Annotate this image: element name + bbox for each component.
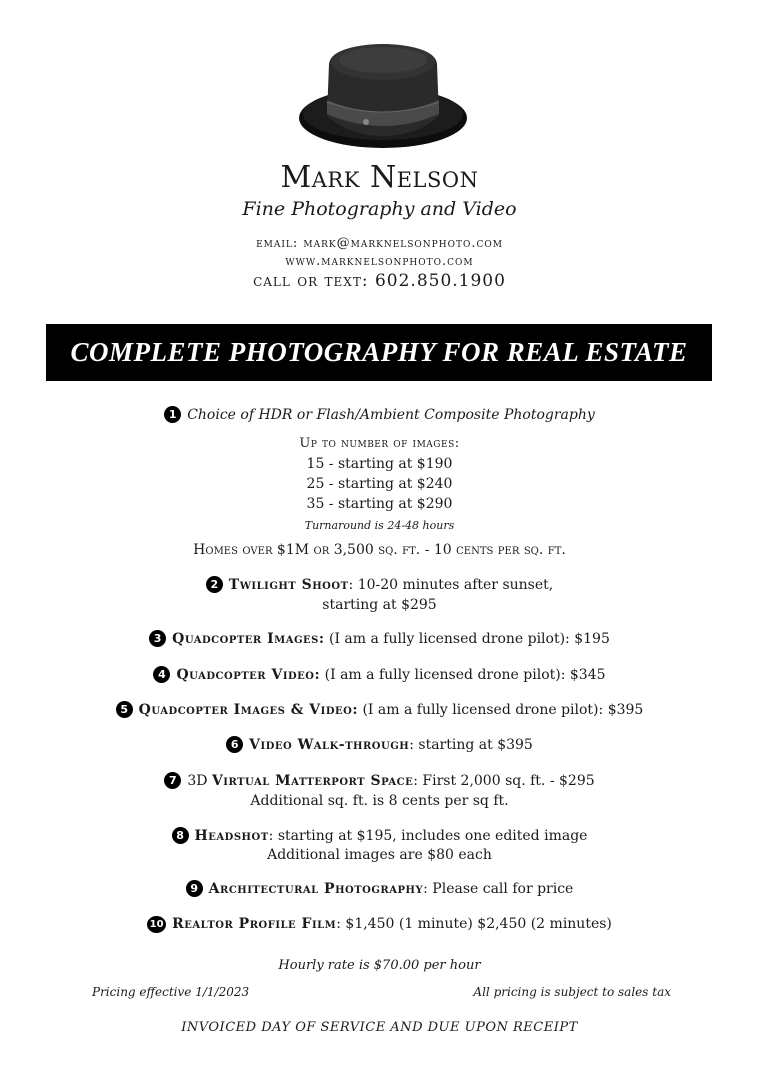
brand-name: Mark Nelson [280,160,479,195]
service-7-name: Virtual Matterport Space [211,773,414,789]
service-7-prefix: 3D [187,773,212,789]
number-badge-3: 3 [149,630,166,647]
service-1-title: Choice of HDR or Flash/Ambient Composite Photography [187,407,595,423]
service-4 [0,665,759,685]
homes-over-note: Homes over $1M or 3,500 sq. ft. - 10 cents per sq. ft. [193,542,566,558]
number-badge-5: 5 [116,701,133,718]
service-6 [0,735,759,755]
service-1-subheading: Up to number of images: [299,436,460,451]
number-badge-4: 4 [153,666,170,683]
service-3-detail: (I am a fully licensed drone pilot): $195 [324,631,610,647]
number-badge-6: 6 [226,736,243,753]
tier-25: 25 - starting at $240 [306,476,453,492]
service-9-detail: : Please call for price [423,881,574,897]
service-3-name: Quadcopter Images: [172,631,325,647]
service-2-detail-2: starting at $295 [322,597,437,613]
service-6-detail: : starting at $395 [409,737,533,753]
page-title: COMPLETE PHOTOGRAPHY FOR REAL ESTATE [70,337,688,367]
service-8-detail: : starting at $195, includes one edited image [268,828,588,844]
service-8-name: Headshot [194,828,269,844]
pricing-effective: Pricing effective 1/1/2023 [92,985,250,999]
number-badge-9: 9 [186,880,203,897]
brand-tagline: Fine Photography and Video [242,198,517,220]
service-1 [0,405,759,425]
service-7-detail: : First 2,000 sq. ft. - $295 [413,773,595,789]
service-5 [0,700,759,720]
email-link[interactable]: email: mark@marknelsonphoto.com [256,236,503,251]
number-badge-10: 10 [147,916,166,933]
tier-35: 35 - starting at $290 [306,496,453,512]
number-badge-1: 1 [164,406,181,423]
invoice-note: INVOICED DAY OF SERVICE AND DUE UPON RECEIPT [181,1020,578,1035]
service-10-name: Realtor Profile Film [172,916,337,932]
service-8 [0,826,759,846]
service-5-name: Quadcopter Images & Video: [138,702,358,718]
sales-tax-note: All pricing is subject to sales tax [473,985,671,999]
pork-pie-hat-icon [296,38,471,156]
service-9 [0,879,759,899]
website-link[interactable]: www.marknelsonphoto.com [285,254,474,269]
turnaround-note: Turnaround is 24-48 hours [304,519,455,532]
service-8-detail-2: Additional images are $80 each [267,847,492,863]
service-4-name: Quadcopter Video: [176,667,321,683]
phone-number[interactable]: call or text: 602.850.1900 [253,271,506,291]
service-3 [0,629,759,649]
service-10-detail: : $1,450 (1 minute) $2,450 (2 minutes) [336,916,612,932]
number-badge-7: 7 [164,772,181,789]
service-7-detail-2: Additional sq. ft. is 8 cents per sq ft. [250,793,509,809]
number-badge-8: 8 [172,827,189,844]
service-9-name: Architectural Photography [208,881,424,897]
service-7 [0,771,759,791]
service-10 [0,914,759,934]
service-2-name: Twilight Shoot [228,577,349,593]
hourly-rate: Hourly rate is $70.00 per hour [278,958,481,973]
page-title-banner [46,324,712,381]
service-5-detail: (I am a fully licensed drone pilot): $395 [358,702,644,718]
number-badge-2: 2 [206,576,223,593]
tier-15: 15 - starting at $190 [306,456,453,472]
service-2 [0,575,759,595]
service-6-name: Video Walk-through [249,737,410,753]
service-2-detail: : 10-20 minutes after sunset, [348,577,554,593]
service-4-detail: (I am a fully licensed drone pilot): $345 [320,667,606,683]
